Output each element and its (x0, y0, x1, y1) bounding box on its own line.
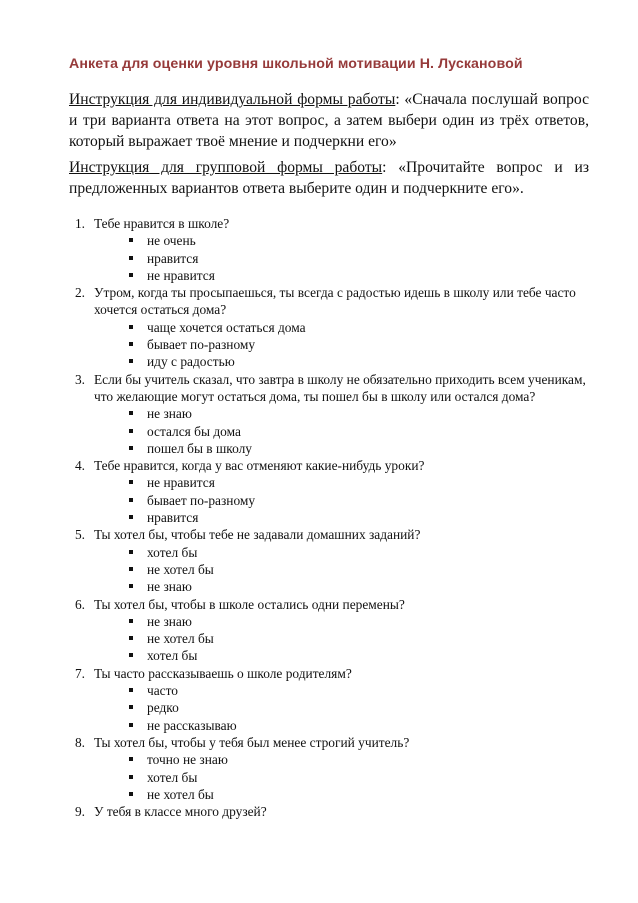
answer-option (69, 232, 594, 249)
question-text: Ты хотел бы, чтобы у тебя был менее строгий учитель? (94, 734, 410, 750)
answer-option (69, 440, 594, 457)
bullet-icon (129, 411, 133, 415)
answer-option (69, 336, 594, 353)
answer-text: хотел бы (147, 769, 198, 785)
question-number: 5. (74, 527, 85, 543)
question-item (69, 371, 594, 457)
question-number: 6. (74, 596, 85, 612)
answer-text: часто (147, 683, 178, 699)
question-number: 9. (74, 804, 85, 820)
bullet-icon (129, 446, 133, 450)
answer-option (69, 509, 594, 526)
question-item (69, 284, 594, 370)
bullet-icon (129, 688, 133, 692)
answer-option (69, 319, 594, 336)
question-item (69, 803, 594, 820)
bullet-icon (129, 757, 133, 761)
answer-text: пошел бы в школу (147, 440, 253, 456)
answer-option (69, 578, 594, 595)
answer-option (69, 353, 594, 370)
bullet-icon (129, 498, 133, 502)
instruction-heading: Инструкция для индивидуальной формы работы (69, 91, 396, 108)
answer-option (69, 561, 594, 578)
answer-option (69, 699, 594, 716)
answer-text: точно не знаю (147, 752, 228, 768)
question-text: Ты часто рассказываешь о школе родителям? (94, 665, 352, 681)
question-item (69, 596, 594, 665)
instruction-heading: Инструкция для групповой формы работы (69, 159, 383, 176)
bullet-icon (129, 480, 133, 484)
question-text: Тебе нравится в школе? (94, 216, 230, 231)
question-item (69, 457, 594, 526)
bullet-icon (129, 723, 133, 727)
question-number: 7. (74, 665, 85, 681)
answer-option (69, 769, 594, 786)
answer-text: бывает по-разному (147, 337, 256, 353)
question-number: 3. (74, 371, 85, 387)
question-item (69, 526, 594, 595)
question-text: Тебе нравится, когда у вас отменяют какие-нибудь уроки? (94, 458, 425, 474)
question-item (69, 215, 594, 284)
answer-text: не хотел бы (147, 631, 214, 647)
bullet-icon (129, 567, 133, 571)
answer-option (69, 474, 594, 491)
answer-option (69, 682, 594, 699)
bullet-icon (129, 619, 133, 623)
question-text: Ты хотел бы, чтобы в школе остались одни перемены? (94, 596, 405, 612)
answer-option (69, 423, 594, 440)
bullet-icon (129, 636, 133, 640)
answer-option (69, 267, 594, 284)
bullet-icon (129, 256, 133, 260)
bullet-icon (129, 515, 133, 519)
bullet-icon (129, 359, 133, 363)
answer-text: хотел бы (147, 648, 198, 664)
answer-text: иду с радостью (147, 354, 235, 370)
bullet-icon (129, 429, 133, 433)
answer-text: не знаю (147, 579, 192, 595)
bullet-icon (129, 550, 133, 554)
answer-text: нравится (147, 510, 199, 526)
question-item (69, 665, 594, 734)
answer-option (69, 544, 594, 561)
bullet-icon (129, 775, 133, 779)
instruction-body: : «Сначала послушай вопрос и три варианта ответа на этот вопрос, а затем выбери один из трёх ответов, который выражает твоё мнение и подчеркни его» (69, 91, 590, 150)
bullet-icon (129, 705, 133, 709)
answer-option (69, 751, 594, 768)
bullet-icon (129, 342, 133, 346)
answer-text: не нравится (147, 475, 215, 491)
instruction-body: : «Прочитайте вопрос и из предложенных вариантов ответа выберите один и подчеркните его». (69, 159, 589, 197)
answer-option (69, 786, 594, 803)
answer-text: редко (147, 700, 179, 716)
question-text: Утром, когда ты просыпаешься, ты всегда с радостью идешь в школу или тебе часто хочется остаться дома? (94, 285, 576, 318)
answer-option (69, 613, 594, 630)
question-number: 4. (74, 458, 85, 474)
answer-text: не хотел бы (147, 561, 214, 577)
answer-text: хотел бы (147, 544, 198, 560)
answer-text: не очень (147, 233, 196, 249)
answer-text: нравится (147, 250, 199, 266)
answer-text: не знаю (147, 406, 192, 422)
question-item (69, 734, 594, 803)
answer-text: остался бы дома (147, 423, 241, 439)
bullet-icon (129, 273, 133, 277)
answer-option (69, 492, 594, 509)
question-number: 2. (74, 285, 85, 301)
bullet-icon (129, 653, 133, 657)
answer-text: не знаю (147, 613, 192, 629)
answer-text: не хотел бы (147, 786, 214, 802)
answer-option (69, 647, 594, 664)
bullet-icon (129, 792, 133, 796)
answer-text: чаще хочется остаться дома (147, 319, 306, 335)
question-text: У тебя в классе много друзей? (94, 804, 267, 820)
instruction-group (69, 157, 589, 199)
answer-text: не рассказываю (147, 717, 237, 733)
answer-option (69, 717, 594, 734)
answer-option (69, 405, 594, 422)
bullet-icon (129, 238, 133, 242)
question-text: Если бы учитель сказал, что завтра в школу не обязательно приходить всем ученикам, что желающие могут остаться дома, ты пошел бы в школу или остался дома? (94, 371, 586, 404)
question-list (69, 215, 594, 820)
page-title: Анкета для оценки уровня школьной мотивации Н. Лускановой (69, 56, 523, 72)
answer-text: не нравится (147, 267, 215, 283)
question-number: 1. (74, 216, 85, 231)
question-text: Ты хотел бы, чтобы тебе не задавали домашних заданий? (94, 527, 421, 543)
bullet-icon (129, 325, 133, 329)
bullet-icon (129, 584, 133, 588)
answer-option (69, 630, 594, 647)
question-number: 8. (74, 734, 85, 750)
answer-text: бывает по-разному (147, 492, 256, 508)
instruction-individual (69, 89, 589, 152)
answer-option (69, 250, 594, 267)
